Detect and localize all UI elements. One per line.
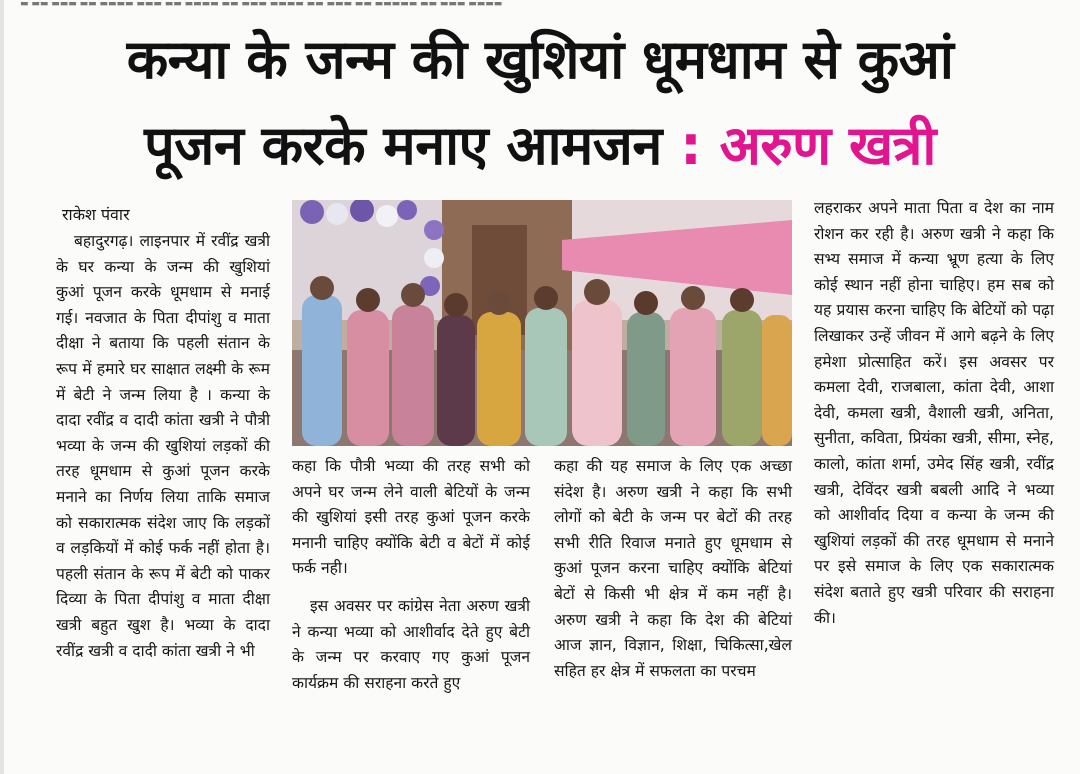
paragraph: बहादुरगढ़। लाइनपार में रवींद्र खत्री के घर कन्या के जन्म की खुशियां कुआं पूजन करके धूमधाम से मनाई गई। नवजात के पिता दीपांशु व माता दीक्षा ने बताया कि पहली संतान के रूप में हमारे घर साक्षात लक्ष्मी के रूम में बेटी ने जन्म लिया है । कन्या के दादा रवींद्र व दादी कांता खत्री ने पौत्री भव्या के जन्म की खुशियां लड़कों की तरह धूमधाम से कुआं पूजन करके मनाने का निर्णय लिया ताकि समाज को सकारात्मक संदेश जाए कि लड़कों व लड़कियों में कोई फर्क नहीं होता है। पहली संतान के रूप में बेटी को पाकर दिव्या के पिता दीपांशु व माता दीक्षा खत्री बहुत खुश है। भव्या के दादा रवींद्र खत्री व दादी कांता खत्री ने भी — [56, 232, 270, 660]
article-column-1 — [56, 229, 270, 664]
clipped-top-text-strip: ▬ ▬▬ ▬▬▬ ▬▬ ▬▬▬▬ ▬▬▬ ▬▬ ▬▬▬▬ ▬▬ ▬▬▬ ▬▬▬▬ ▬▬ ▬▬▬ ▬▬ ▬▬▬▬▬ ▬▬ ▬▬▬ ▬▬▬▬ — [20, 0, 503, 9]
paragraph: लहराकर अपने माता पिता व देश का नाम रोशन कर रही है। अरुण खत्री ने कहा कि सभ्य समाज में कन्या भ्रूण हत्या के लिए कोई स्थान नहीं होना चाहिए। हम सब को यह प्रयास करना चाहिए कि बेटियों को पढ़ा लिखाकर उन्हें जीवन में आगे बढ़ने के लिए हमेशा प्रोत्साहित करें। इस अवसर पर कमला देवी, राजबाला, कांता देवी, आशा देवी, कमला खत्री, वैशाली खत्री, अनिता, सुनीता, कविता, प्रियंका खत्री, सीमा, स्नेह, कालो, कांता शर्मा, उमेद सिंह खत्री, रवींद्र खत्री, देविंदर खत्री बबली आदि ने भव्या को आशीर्वाद दिया व कन्या के जन्म की खुशियां लड़कों की तरह धूमधाम से मनाने पर इसे समाज के लिए एक सकारात्मक संदेश बताते हुए खत्री परिवार की सराहना की। — [814, 199, 1054, 627]
paragraph: कहा कि पौत्री भव्या की तरह सभी को अपने घर जन्म लेने वाली बेटियों के जन्म की खुशियां इसी तरह कुआं पूजन करके मनानी चाहिए क्योंकि बेटी व बेटों में कोई फर्क नही। — [292, 457, 530, 578]
headline-attribution: : अरुण खत्री — [680, 114, 936, 177]
article-column-3 — [554, 454, 792, 684]
paragraph: कहा की यह समाज के लिए एक अच्छा संदेश है। अरुण खत्री ने कहा कि सभी लोगों को बेटी के जन्म पर बेटों की तरह सभी रीति रिवाज मनाते हुए धूमधाम से कुआं पूजन करना चाहिए क्योंकि बेटियां बेटों से किसी भी क्षेत्र में कम नहीं है। अरुण खत्री ने कहा कि देश की बेटियां आज ज्ञान, विज्ञान, शिक्षा, चिकित्सा,खेल सहित हर क्षेत्र में सफलता का परचम — [554, 457, 792, 680]
headline-main: पूजन करके मनाए आमजन — [144, 114, 662, 177]
group-photo-illustration — [292, 200, 792, 446]
article-column-4 — [814, 196, 1054, 631]
headline-line-1: कन्या के जन्म की खुशियां धूमधाम से कुआं — [126, 28, 954, 91]
byline: राकेश पंवार — [62, 205, 130, 224]
headline-line-2 — [0, 114, 1080, 178]
article-column-2 — [292, 454, 530, 696]
event-photo — [292, 200, 792, 446]
paragraph: इस अवसर पर कांग्रेस नेता अरुण खत्री ने कन्या भव्या को आशीर्वाद देते हुए बेटी के जन्म पर करवाए गए कुआं पूजन कार्यक्रम की सराहना करते हुए — [292, 596, 530, 692]
